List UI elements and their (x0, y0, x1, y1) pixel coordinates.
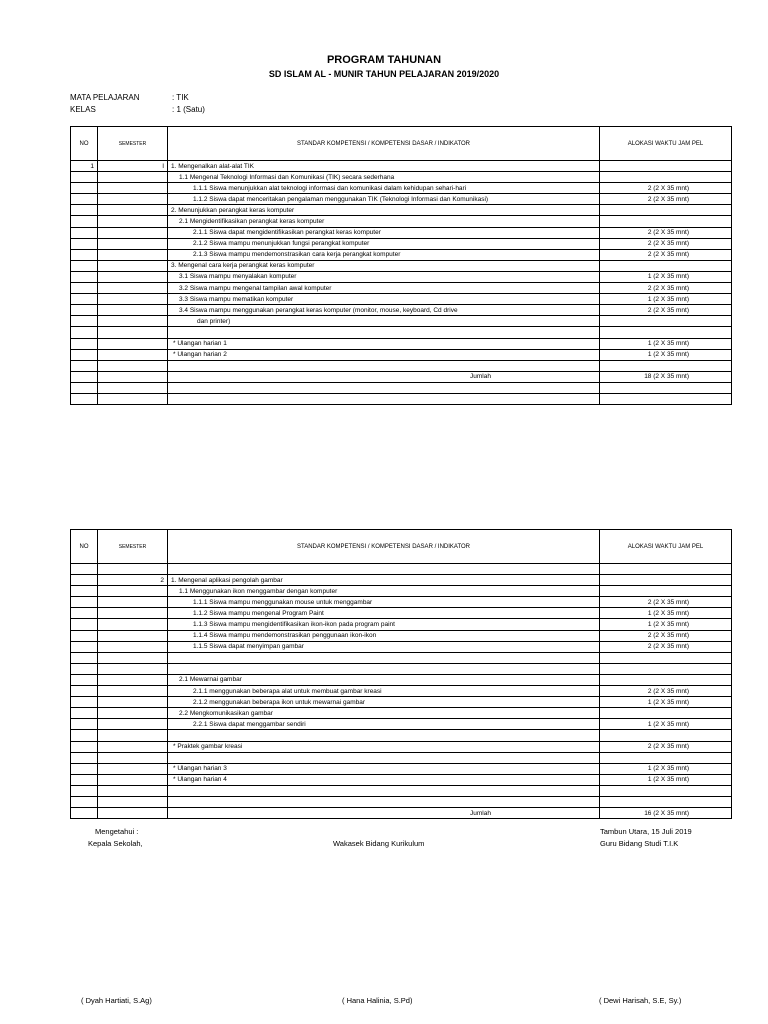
standar-cell: 1.1.2 Siswa mampu mengenal Program Paint (168, 608, 600, 619)
standar-cell: 3.3 Siswa mampu mematikan komputer (168, 294, 600, 305)
table-row (71, 686, 732, 697)
semester-cell (98, 183, 168, 194)
table-row (71, 597, 732, 608)
alokasi-cell (600, 216, 732, 227)
table-row (71, 238, 732, 249)
standar-cell (168, 752, 600, 763)
no-cell (71, 194, 98, 205)
standar-cell: 3.4 Siswa mampu menggunakan perangkat keras komputer (monitor, mouse, keyboard, Cd drive (168, 305, 600, 316)
standar-cell: 1.1 Menggunakan ikon menggambar dengan komputer (168, 586, 600, 597)
table-row (71, 641, 732, 652)
semester-cell (98, 697, 168, 708)
table-row (71, 575, 732, 586)
standar-cell: 2.2 Mengkomunikasikan gambar (168, 708, 600, 719)
standar-cell: Jumlah (168, 371, 600, 382)
table-row (71, 327, 732, 338)
alokasi-cell: 1 (2 X 35 mnt) (600, 338, 732, 349)
alokasi-cell (600, 360, 732, 371)
table-row (71, 161, 732, 172)
table-row (71, 338, 732, 349)
semester-cell: I (98, 161, 168, 172)
column-header-no: NO (71, 127, 98, 161)
table-row (71, 719, 732, 730)
standar-cell: Jumlah (168, 808, 600, 819)
no-cell (71, 674, 98, 685)
alokasi-cell: 2 (2 X 35 mnt) (600, 630, 732, 641)
standar-cell: 3. Mengenal cara kerja perangkat keras komputer (168, 260, 600, 271)
table-row (71, 183, 732, 194)
semester-cell (98, 260, 168, 271)
alokasi-cell: 2 (2 X 35 mnt) (600, 641, 732, 652)
no-cell (71, 763, 98, 774)
no-cell (71, 349, 98, 360)
no-cell (71, 294, 98, 305)
no-cell (71, 619, 98, 630)
semester-cell (98, 305, 168, 316)
kelas-label: KELAS (70, 105, 96, 114)
no-cell (71, 686, 98, 697)
semester-cell (98, 730, 168, 741)
table-row (71, 205, 732, 216)
alokasi-cell: 18 (2 X 35 mnt) (600, 371, 732, 382)
semester-cell (98, 741, 168, 752)
standar-cell: * Ulangan harian 1 (168, 338, 600, 349)
standar-cell (168, 663, 600, 674)
standar-cell (168, 393, 600, 404)
column-header-standar: STANDAR KOMPETENSI / KOMPETENSI DASAR / INDIKATOR (168, 530, 600, 564)
no-cell (71, 360, 98, 371)
no-cell (71, 719, 98, 730)
no-cell (71, 796, 98, 807)
no-cell (71, 183, 98, 194)
table-row (71, 763, 732, 774)
standar-cell: 1.1.2 Siswa dapat menceritakan pengalaman menggunakan TIK (Teknologi Informasi dan Komunikasi) (168, 194, 600, 205)
table-row (71, 774, 732, 785)
alokasi-cell: 2 (2 X 35 mnt) (600, 249, 732, 260)
standar-cell: 1. Mengenalkan alat-alat TIK (168, 161, 600, 172)
semester-cell (98, 674, 168, 685)
semester-cell (98, 785, 168, 796)
semester-cell (98, 808, 168, 819)
alokasi-cell: 2 (2 X 35 mnt) (600, 194, 732, 205)
table-row (71, 564, 732, 575)
semester-cell (98, 763, 168, 774)
alokasi-cell (600, 564, 732, 575)
signature-guru: ( Dewi Harisah, S.E, Sy.) (599, 996, 682, 1005)
table-row (71, 316, 732, 327)
alokasi-cell: 1 (2 X 35 mnt) (600, 349, 732, 360)
alokasi-cell: 2 (2 X 35 mnt) (600, 741, 732, 752)
semester-cell (98, 564, 168, 575)
no-cell (71, 586, 98, 597)
alokasi-cell: 2 (2 X 35 mnt) (600, 686, 732, 697)
no-cell (71, 774, 98, 785)
standar-cell: 1.1.1 Siswa menunjukkan alat teknologi informasi dan komunikasi dalam kehidupan sehari-hari (168, 183, 600, 194)
alokasi-cell (600, 586, 732, 597)
no-cell (71, 393, 98, 404)
table-row (71, 172, 732, 183)
column-header-semester: SEMESTER (98, 127, 168, 161)
alokasi-cell (600, 393, 732, 404)
table-row (71, 752, 732, 763)
no-cell (71, 597, 98, 608)
no-cell (71, 227, 98, 238)
standar-cell (168, 796, 600, 807)
no-cell (71, 730, 98, 741)
standar-cell (168, 327, 600, 338)
table-row (71, 271, 732, 282)
no-cell (71, 708, 98, 719)
standar-cell (168, 730, 600, 741)
no-cell (71, 305, 98, 316)
no-cell (71, 641, 98, 652)
alokasi-cell: 2 (2 X 35 mnt) (600, 227, 732, 238)
standar-cell: * Praktek gambar kreasi (168, 741, 600, 752)
semester-cell (98, 686, 168, 697)
program-table-semester-2 (70, 529, 732, 819)
alokasi-cell (600, 785, 732, 796)
alokasi-cell: 1 (2 X 35 mnt) (600, 763, 732, 774)
semester-cell (98, 216, 168, 227)
table-row (71, 260, 732, 271)
semester-cell (98, 630, 168, 641)
alokasi-cell: 1 (2 X 35 mnt) (600, 697, 732, 708)
no-cell: 1 (71, 161, 98, 172)
table-row (71, 608, 732, 619)
alokasi-cell (600, 382, 732, 393)
standar-cell (168, 564, 600, 575)
semester-cell (98, 641, 168, 652)
semester-cell (98, 360, 168, 371)
table-row (71, 741, 732, 752)
place-date: Tambun Utara, 15 Juli 2019 (600, 827, 692, 836)
semester-cell (98, 608, 168, 619)
no-cell (71, 216, 98, 227)
alokasi-cell (600, 172, 732, 183)
semester-cell (98, 597, 168, 608)
guru-label: Guru Bidang Studi T.I.K (600, 839, 679, 848)
no-cell (71, 382, 98, 393)
table-row (71, 393, 732, 404)
standar-cell: 2.1.3 Siswa mampu mendemonstrasikan cara kerja perangkat komputer (168, 249, 600, 260)
semester-cell (98, 316, 168, 327)
no-cell (71, 271, 98, 282)
table-row (71, 294, 732, 305)
table-row (71, 382, 732, 393)
no-cell (71, 575, 98, 586)
no-cell (71, 249, 98, 260)
alokasi-cell (600, 663, 732, 674)
semester-cell (98, 708, 168, 719)
table-row (71, 674, 732, 685)
alokasi-cell: 2 (2 X 35 mnt) (600, 305, 732, 316)
no-cell (71, 608, 98, 619)
mata-pelajaran-label: MATA PELAJARAN (70, 93, 140, 102)
alokasi-cell (600, 708, 732, 719)
standar-cell (168, 652, 600, 663)
no-cell (71, 283, 98, 294)
standar-cell: 1.1.1 Siswa mampu menggunakan mouse untuk menggambar (168, 597, 600, 608)
standar-cell (168, 360, 600, 371)
alokasi-cell (600, 796, 732, 807)
table-row (71, 194, 732, 205)
semester-cell: 2 (98, 575, 168, 586)
semester-cell (98, 774, 168, 785)
semester-cell (98, 227, 168, 238)
no-cell (71, 338, 98, 349)
semester-cell (98, 172, 168, 183)
table-row (71, 586, 732, 597)
semester-cell (98, 652, 168, 663)
alokasi-cell (600, 730, 732, 741)
kelas-value: : 1 (Satu) (172, 105, 205, 114)
semester-cell (98, 586, 168, 597)
alokasi-cell (600, 652, 732, 663)
semester-cell (98, 719, 168, 730)
alokasi-cell: 1 (2 X 35 mnt) (600, 608, 732, 619)
standar-cell: 2.2.1 Siswa dapat menggambar sendiri (168, 719, 600, 730)
standar-cell: 3.1 Siswa mampu menyalakan komputer (168, 271, 600, 282)
table-row (71, 305, 732, 316)
table-row (71, 785, 732, 796)
no-cell (71, 260, 98, 271)
no-cell (71, 327, 98, 338)
table-row (71, 360, 732, 371)
alokasi-cell (600, 752, 732, 763)
standar-cell (168, 382, 600, 393)
table-row (71, 249, 732, 260)
column-header-no: NO (71, 530, 98, 564)
no-cell (71, 172, 98, 183)
semester-cell (98, 271, 168, 282)
standar-cell: 1.1.3 Siswa mampu mengidentifikasikan ikon-ikon pada program paint (168, 619, 600, 630)
column-header-semester: SEMESTER (98, 530, 168, 564)
alokasi-cell: 1 (2 X 35 mnt) (600, 619, 732, 630)
standar-cell: 2.1.2 menggunakan beberapa ikon untuk mewarnai gambar (168, 697, 600, 708)
alokasi-cell (600, 161, 732, 172)
standar-cell: 2. Menunjukkan perangkat keras komputer (168, 205, 600, 216)
no-cell (71, 785, 98, 796)
no-cell (71, 741, 98, 752)
table-row (71, 630, 732, 641)
alokasi-cell: 2 (2 X 35 mnt) (600, 238, 732, 249)
alokasi-cell: 1 (2 X 35 mnt) (600, 294, 732, 305)
wakasek-label: Wakasek Bidang Kurikulum (333, 839, 425, 848)
signature-wakasek: ( Hana Halinia, S.Pd) (342, 996, 413, 1005)
table-row (71, 808, 732, 819)
standar-cell: 1. Mengenal aplikasi pengolah gambar (168, 575, 600, 586)
alokasi-cell: 1 (2 X 35 mnt) (600, 719, 732, 730)
table-row (71, 708, 732, 719)
standar-cell: 3.2 Siswa mampu mengenal tampilan awal komputer (168, 283, 600, 294)
mengetahui-label: Mengetahui : (95, 827, 139, 836)
column-header-alokasi: ALOKASI WAKTU JAM PEL (600, 530, 732, 564)
standar-cell: 1.1.5 Siswa dapat menyimpan gambar (168, 641, 600, 652)
standar-cell: 2.1 Mewarnai gambar (168, 674, 600, 685)
table-row (71, 619, 732, 630)
semester-cell (98, 393, 168, 404)
table-row (71, 796, 732, 807)
standar-cell: 2.1.1 menggunakan beberapa alat untuk membuat gambar kreasi (168, 686, 600, 697)
table-row (71, 227, 732, 238)
program-table-semester-1 (70, 126, 732, 405)
no-cell (71, 752, 98, 763)
semester-cell (98, 663, 168, 674)
no-cell (71, 316, 98, 327)
no-cell (71, 697, 98, 708)
semester-cell (98, 371, 168, 382)
no-cell (71, 238, 98, 249)
semester-cell (98, 283, 168, 294)
table-row (71, 652, 732, 663)
semester-cell (98, 382, 168, 393)
table-row (71, 216, 732, 227)
standar-cell: 1.1.4 Siswa mampu mendemonstrasikan penggunaan ikon-ikon (168, 630, 600, 641)
no-cell (71, 663, 98, 674)
table-row (71, 697, 732, 708)
alokasi-cell (600, 260, 732, 271)
table-row (71, 349, 732, 360)
alokasi-cell: 1 (2 X 35 mnt) (600, 774, 732, 785)
semester-cell (98, 194, 168, 205)
semester-cell (98, 238, 168, 249)
kepala-sekolah-label: Kepala Sekolah, (88, 839, 143, 848)
alokasi-cell: 16 (2 X 35 mnt) (600, 808, 732, 819)
no-cell (71, 630, 98, 641)
alokasi-cell (600, 205, 732, 216)
table-row (71, 730, 732, 741)
semester-cell (98, 619, 168, 630)
alokasi-cell: 2 (2 X 35 mnt) (600, 597, 732, 608)
no-cell (71, 205, 98, 216)
standar-cell: 2.1.2 Siswa mampu menunjukkan fungsi perangkat komputer (168, 238, 600, 249)
signature-kepala-sekolah: ( Dyah Hartiati, S.Ag) (81, 996, 152, 1005)
alokasi-cell: 2 (2 X 35 mnt) (600, 283, 732, 294)
alokasi-cell: 1 (2 X 35 mnt) (600, 271, 732, 282)
alokasi-cell (600, 327, 732, 338)
table-header-row (71, 127, 732, 161)
semester-cell (98, 752, 168, 763)
standar-cell: 2.1.1 Siswa dapat mengidentifikasikan perangkat keras komputer (168, 227, 600, 238)
no-cell (71, 371, 98, 382)
semester-cell (98, 349, 168, 360)
alokasi-cell (600, 674, 732, 685)
standar-cell: 1.1 Mengenal Teknologi Informasi dan Komunikasi (TIK) secara sederhana (168, 172, 600, 183)
table-row (71, 371, 732, 382)
semester-cell (98, 338, 168, 349)
alokasi-cell (600, 316, 732, 327)
alokasi-cell: 2 (2 X 35 mnt) (600, 183, 732, 194)
semester-cell (98, 327, 168, 338)
semester-cell (98, 205, 168, 216)
no-cell (71, 564, 98, 575)
standar-cell: * Ulangan harian 2 (168, 349, 600, 360)
semester-cell (98, 249, 168, 260)
alokasi-cell (600, 575, 732, 586)
standar-cell: 2.1 Mengidentifikasikan perangkat keras komputer (168, 216, 600, 227)
standar-cell: dan printer) (168, 316, 600, 327)
no-cell (71, 808, 98, 819)
table-header-row (71, 530, 732, 564)
standar-cell: * Ulangan harian 3 (168, 763, 600, 774)
standar-cell: * Ulangan harian 4 (168, 774, 600, 785)
semester-cell (98, 294, 168, 305)
mata-pelajaran-value: : TIK (172, 93, 189, 102)
no-cell (71, 652, 98, 663)
semester-cell (98, 796, 168, 807)
column-header-alokasi: ALOKASI WAKTU JAM PEL (600, 127, 732, 161)
table-row (71, 283, 732, 294)
column-header-standar: STANDAR KOMPETENSI / KOMPETENSI DASAR / INDIKATOR (168, 127, 600, 161)
document-subtitle: SD ISLAM AL - MUNIR TAHUN PELAJARAN 2019/2020 (268, 69, 500, 79)
table-row (71, 663, 732, 674)
standar-cell (168, 785, 600, 796)
document-title: PROGRAM TAHUNAN (326, 54, 442, 66)
